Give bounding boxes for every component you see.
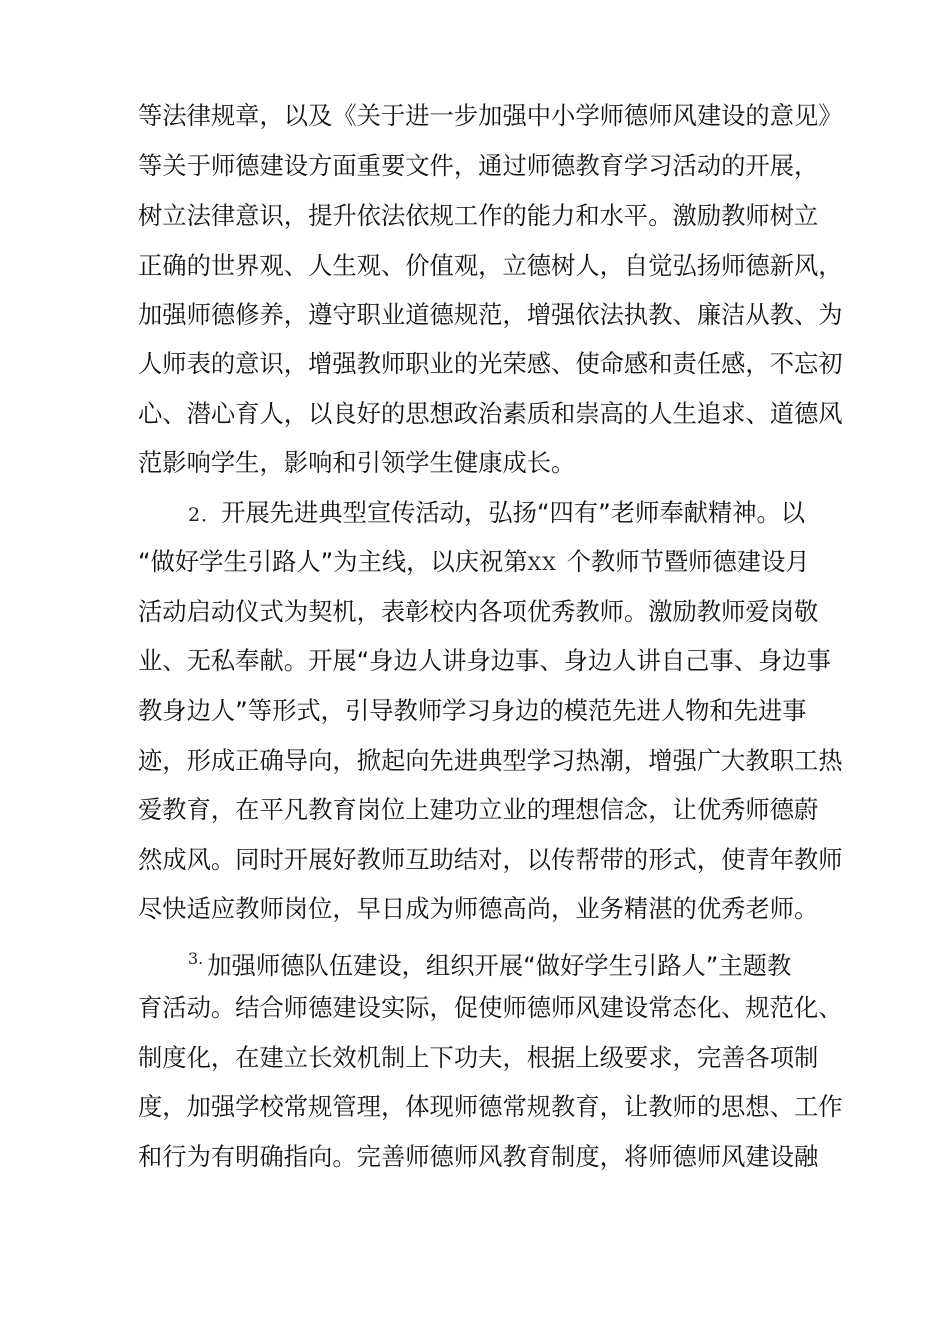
text-line: 活动启动仪式为契机，表彰校内各项优秀教师。激励教师爱岗敬 [138, 597, 819, 626]
placeholder-number: XX [527, 553, 557, 575]
text-line: 树立法律意识，提升依法依规工作的能力和水平。激励教师树立 [138, 201, 819, 230]
paragraph-2-first-line [188, 493, 818, 533]
text-line: 制度化，在建立长效机制上下功夫，根据上级要求，完善各项制 [138, 1043, 819, 1072]
list-number: 3. [188, 949, 204, 968]
text-line: 等法律规章，以及《关于进一步加强中小学师德师风建设的意见》 [138, 101, 843, 130]
text-line: 加强师德修养，遵守职业道德规范，增强依法执教、廉洁从教、为 [138, 300, 843, 329]
text-line: 和行为有明确指向。完善师德师风教育制度，将师德师风建设融 [138, 1142, 819, 1171]
text-line: 业、无私奉献。开展“身边人讲身边事、身边人讲自己事、身边事 [138, 646, 831, 675]
text-line: 爱教育，在平凡教育岗位上建功立业的理想信念，让优秀师德蔚 [138, 795, 819, 824]
paragraph-2-line-2 [138, 542, 818, 582]
text-segment: “做好学生引路人”为主线，以庆祝第 [138, 547, 528, 576]
text-segment: 开展先进典型宣传活动，弘扬“四有”老师奉献精神。以 [221, 498, 806, 527]
text-line: 人师表的意识，增强教师职业的光荣感、使命感和责任感，不忘初 [138, 349, 843, 378]
text-line: 范影响学生，影响和引领学生健康成长。 [138, 448, 576, 477]
text-line: 教身边人”等形式，引导教师学习身边的模范先进人物和先进事 [138, 696, 807, 725]
text-line: 育活动。结合师德建设实际，促使师德师风建设常态化、规范化、 [138, 993, 843, 1022]
text-line: 等关于师德建设方面重要文件，通过师德教育学习活动的开展， [138, 151, 819, 180]
list-number: 2． [188, 504, 222, 526]
text-line: 心、潜心育人，以良好的思想政治素质和崇高的人生追求、道德风 [138, 399, 843, 428]
text-segment: 个教师节暨师德建设月 [566, 547, 810, 576]
text-line: 迹，形成正确导向，掀起向先进典型学习热潮，增强广大教职工热 [138, 746, 843, 775]
text-line: 度，加强学校常规管理，体现师德常规教育，让教师的思想、工作 [138, 1092, 843, 1121]
paragraph-3-first-line [188, 939, 818, 979]
text-line: 尽快适应教师岗位，早日成为师德高尚，业务精湛的优秀老师。 [138, 894, 819, 923]
text-line: 正确的世界观、人生观、价值观，立德树人，自觉弘扬师德新风， [138, 251, 843, 280]
text-line: 然成风。同时开展好教师互助结对，以传帮带的形式，使青年教师 [138, 845, 843, 874]
text-segment: 加强师德队伍建设，组织开展“做好学生引路人”主题教 [207, 951, 792, 980]
